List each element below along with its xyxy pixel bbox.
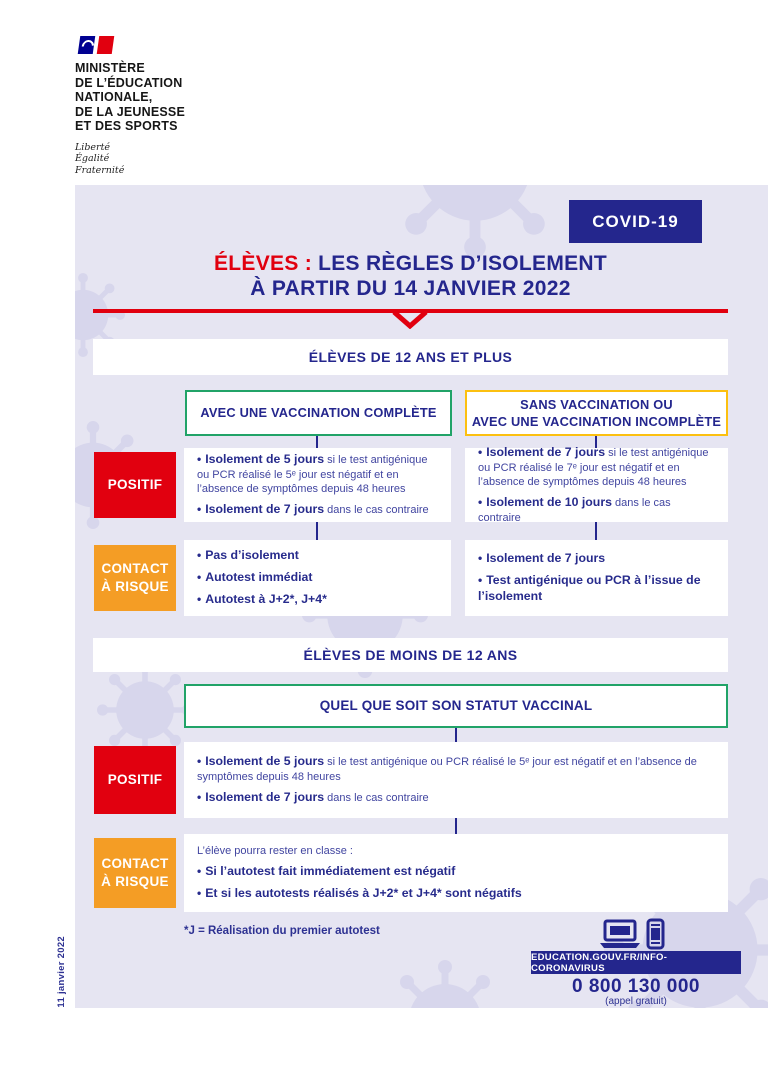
connector-line: [316, 436, 318, 448]
box-sans-vaccination-line1: SANS VACCINATION OU: [520, 396, 673, 412]
list-item: • Isolement de 7 jours si le test antigénique ou PCR réalisé le 7ᵉ jour est négatif et en l’absence de symptômes depuis 48 heures: [478, 444, 709, 488]
positif-rules-vaccinated: [184, 448, 451, 522]
list-item: • Si l’autotest fait immédiatement est négatif: [197, 864, 456, 879]
down-arrow-icon: [392, 311, 428, 329]
list-item: • Isolement de 7 jours dans le cas contraire: [197, 790, 429, 805]
covid-badge: COVID-19: [569, 200, 702, 243]
box-sans-vaccination: [465, 390, 728, 436]
ministry-name-line: DE L’ÉDUCATION: [75, 75, 183, 90]
connector-line: [316, 522, 318, 540]
list-item: • Et si les autotests réalisés à J+2* et J+4* sont négatifs: [197, 886, 522, 901]
contact-rules-vaccinated: [184, 540, 451, 616]
motto-line: Liberté: [75, 141, 111, 153]
ministry-name-line: MINISTÈRE: [75, 61, 145, 75]
list-item: • Autotest à J+2*, J+4*: [197, 592, 327, 606]
contact-label-line1: CONTACT: [101, 856, 169, 872]
publication-date: 11 janvier 2022: [56, 936, 67, 1008]
positif-label-12plus: POSITIF: [94, 452, 176, 518]
contact-label-line1: CONTACT: [101, 561, 169, 577]
motto-line: Égalité: [75, 153, 110, 164]
ministry-name-line: NATIONALE,: [75, 90, 153, 104]
list-item: • Isolement de 5 jours si le test antigénique ou PCR réalisé le 5ᵉ jour est négatif et en l’absence de symptômes depuis 48 heures: [197, 753, 697, 783]
title-line2: À PARTIR DU 14 JANVIER 2022: [250, 277, 571, 300]
ministry-name: [75, 61, 265, 134]
contact-label-line2: À RISQUE: [101, 874, 169, 889]
contact-rules-under12: [184, 834, 728, 912]
phone-note: (appel gratuit): [605, 996, 667, 1007]
list-item: • Isolement de 10 jours dans le cas contraire: [478, 495, 671, 525]
list-item: • Test antigénique ou PCR à l’issue de l’isolement: [478, 573, 701, 603]
connector-line: [455, 818, 457, 834]
republic-motto: [75, 142, 265, 177]
motto-line: Fraternité: [75, 164, 125, 176]
info-url-bar[interactable]: EDUCATION.GOUV.FR/INFO-CORONAVIRUS: [531, 951, 741, 974]
box-vaccination-complete: AVEC UNE VACCINATION COMPLÈTE: [185, 390, 452, 436]
list-item: • Isolement de 5 jours si le test antigénique ou PCR réalisé le 5ᵉ jour est négatif et en l’absence de symptômes depuis 48 heures: [197, 451, 428, 495]
positif-label-under12: POSITIF: [94, 746, 176, 814]
list-item: L’élève pourra rester en classe :: [197, 844, 353, 857]
contact-label-under12: [94, 838, 176, 908]
contact-label-12plus: [94, 545, 176, 611]
list-item: • Isolement de 7 jours dans le cas contraire: [197, 502, 429, 517]
ministry-name-line: ET DES SPORTS: [75, 119, 178, 133]
box-sans-vaccination-line2: AVEC UNE VACCINATION INCOMPLÈTE: [471, 414, 722, 429]
french-flag-icon: [78, 36, 267, 54]
section-header-under12: ÉLÈVES DE MOINS DE 12 ANS: [93, 638, 728, 672]
devices-icon: [598, 918, 668, 950]
positif-rules-under12: [184, 742, 728, 818]
title-line1: LES RÈGLES D’ISOLEMENT: [318, 252, 608, 275]
ministry-name-line: DE LA JEUNESSE: [75, 104, 186, 119]
ministry-logo: [75, 36, 265, 176]
box-statut-vaccinal: QUEL QUE SOIT SON STATUT VACCINAL: [184, 684, 728, 728]
footnote: *J = Réalisation du premier autotest: [184, 925, 380, 937]
list-item: • Isolement de 7 jours: [478, 551, 606, 566]
poster-title: [93, 251, 728, 301]
contact-rules-unvaccinated: [465, 540, 728, 616]
list-item: • Autotest immédiat: [197, 570, 313, 585]
phone-number: 0 800 130 000: [571, 976, 700, 997]
contact-label-line2: À RISQUE: [101, 579, 169, 594]
connector-line: [455, 728, 457, 742]
title-highlight: ÉLÈVES :: [213, 252, 313, 275]
list-item: • Pas d’isolement: [197, 548, 299, 563]
section-header-12plus: ÉLÈVES DE 12 ANS ET PLUS: [93, 339, 728, 375]
connector-line: [595, 522, 597, 540]
positif-rules-unvaccinated: [465, 444, 728, 525]
